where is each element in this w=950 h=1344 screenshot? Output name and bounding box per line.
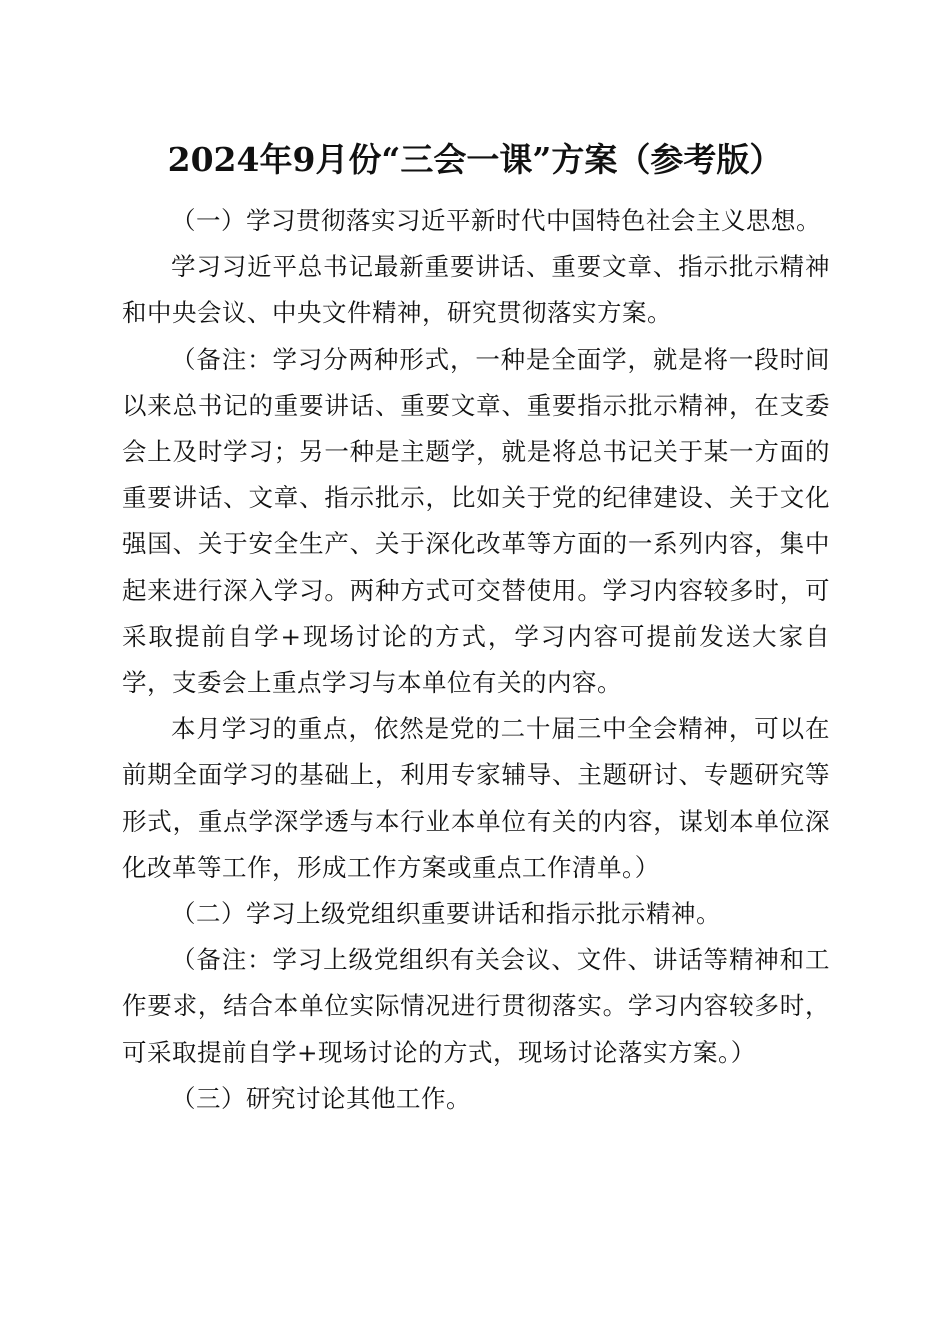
section-1-heading: （一）学习贯彻落实习近平新时代中国特色社会主义思想。 [171,206,821,235]
section-1-paragraph-3: 本月学习的重点，依然是党的二十届三中全会精神，可以在前期全面学习的基础上，利用专家辅导、主题研讨、专题研究等形式，重点学深学透与本行业本单位有关的内容，谋划本单位深化改革等工作，形成工作方案或重点工作清单。） [122,714,830,882]
section-3-heading: （三）研究讨论其他工作。 [171,1083,471,1113]
section-1-note: （备注：学习分两种形式，一种是全面学，就是将一段时间以来总书记的重要讲话、重要文章、重要指示批示精神，在支委会上及时学习；另一种是主题学，就是将总书记关于某一方面的重要讲话、文章、指示批示，比如关于党的纪律建设、关于文化强国、关于安全生产、关于深化改革等方面的一系列内容，集中起来进行深入学习。两种方式可交替使用。学习内容较多时，可采取提前自学+现场讨论的方式，学习内容可提前发送大家自学，支委会上重点学习与本单位有关的内容。 [122,344,830,698]
document-title: 2024年9月份“三会一课”方案（参考版） [167,140,783,179]
section-2-heading: （二）学习上级党组织重要讲话和指示批示精神。 [171,899,721,929]
section-2-note: （备注：学习上级党组织有关会议、文件、讲话等精神和工作要求，结合本单位实际情况进行贯彻落实。学习内容较多时，可采取提前自学+现场讨论的方式，现场讨论落实方案。） [122,945,830,1067]
document-body [122,198,830,1122]
section-1-paragraph-1: 学习习近平总书记最新重要讲话、重要文章、指示批示精神和中央会议、中央文件精神，研究贯彻落实方案。 [122,252,830,328]
